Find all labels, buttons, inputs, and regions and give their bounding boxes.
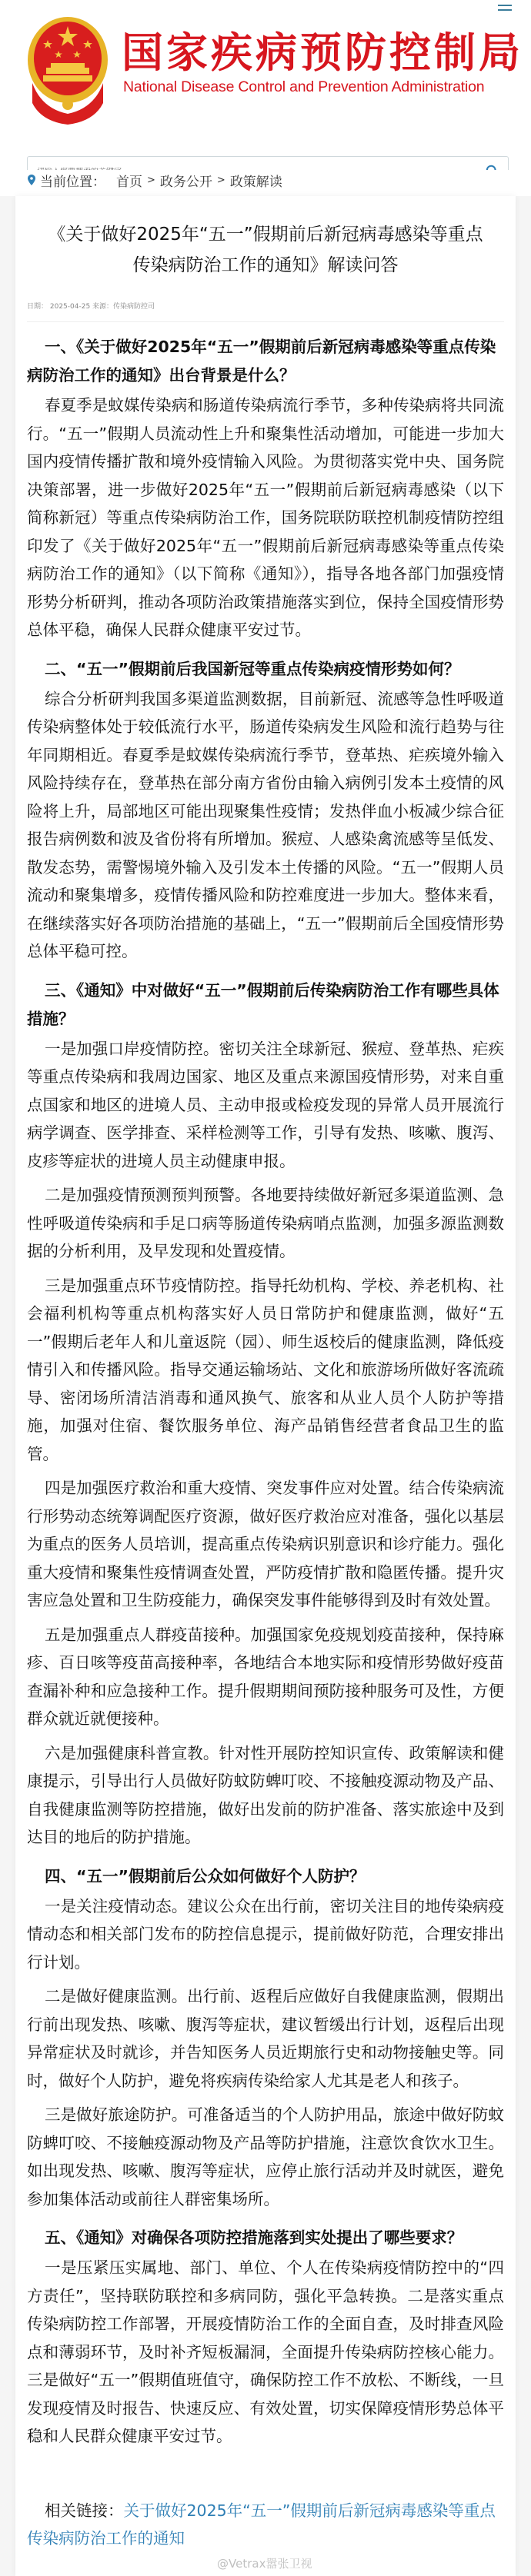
paragraph: 一是加强口岸疫情防控。密切关注全球新冠、猴痘、登革热、疟疾等重点传染病和我周边国家、地区及重点来源国疫情形势，对来自重点国家和地区的进境人员、主动申报或检疫发现的异常人员开展流行病学调查、医学排查、采样检测等工作，引导有发热、咳嗽、腹泻、皮疹等症状的进境人员主动健康申报。 bbox=[27, 1039, 504, 1170]
paragraph: 春夏季是蚊媒传染病和肠道传染病流行季节，多种传染病将共同流行。“五一”假期人员流动性上升和聚集性活动增加，可能进一步加大国内疫情传播扩散和境外疫情输入风险。为贯彻落实党中央、国务院决策部署，进一步做好2025年“五一”假期前后新冠病毒感染（以下简称新冠）等重点传染病防治工作，国务院联防联控机制疫情防控组印发了《关于做好2025年“五一”假期前后新冠病毒感染等重点传染病防治工作的通知》（以下简称《通知》），指导各地各部门加强疫情形势分析研判，推动各项防治政策措施落实到位，保持全国疫情形势总体平稳，确保人民群众健康平安过节。 bbox=[27, 396, 504, 639]
section-3 bbox=[27, 977, 504, 1852]
section-4 bbox=[27, 1862, 504, 2214]
site-title: 国家疾病预防控制局 bbox=[122, 28, 523, 77]
breadcrumb-home[interactable]: 首页 bbox=[116, 174, 142, 190]
site-header bbox=[0, 0, 531, 137]
page-header bbox=[0, 0, 531, 196]
related-links-label: 相关链接： bbox=[45, 2501, 124, 2520]
breadcrumb-separator: > bbox=[216, 174, 225, 186]
breadcrumb-bar bbox=[0, 170, 531, 196]
watermark: @Vetrax嚣张卫视 bbox=[217, 2556, 312, 2571]
section-5 bbox=[27, 2224, 504, 2451]
section-heading: 五、《通知》对确保各项防控措施落到实处提出了哪些要求？ bbox=[45, 2228, 463, 2247]
paragraph: 六是加强健康科普宣教。针对性开展防控知识宣传、政策解读和健康提示，引导出行人员做好防蚊防蜱叮咬、不接触疫源动物及产品、自我健康监测等防控措施，做好出发前的防护准备、落实旅途中及到达目的地后的防护措施。 bbox=[27, 1743, 504, 1846]
site-subtitle: National Disease Control and Prevention Administration bbox=[123, 78, 485, 95]
breadcrumb-label: 当前位置： bbox=[40, 174, 105, 190]
paragraph: 二是加强疫情预测预判预警。各地要持续做好新冠多渠道监测、急性呼吸道传染病和手足口病等肠道传染病哨点监测，加强多源监测数据的分析利用，及早发现和处置疫情。 bbox=[27, 1186, 504, 1260]
national-emblem-icon bbox=[26, 12, 109, 128]
breadcrumb-separator: > bbox=[147, 174, 155, 186]
section-heading: 二、“五一”假期前后我国新冠等重点传染病疫情形势如何？ bbox=[45, 659, 460, 678]
section-heading: 四、“五一”假期前后公众如何做好个人防护？ bbox=[45, 1866, 366, 1885]
paragraph: 三是加强重点环节疫情防控。指导托幼机构、学校、养老机构、社会福利机构等重点机构落实好人员日常防护和健康监测，做好“五一”假期后老年人和儿童返院（园）、师生返校后的健康监测，降低疫情引入和传播风险。指导交通运输场站、文化和旅游场所做好客流疏导、密闭场所清洁消毒和通风换气、旅客和从业人员个人防护等措施，加强对住宿、餐饮服务单位、海产品销售经营者食品卫生的监管。 bbox=[27, 1276, 504, 1463]
related-links bbox=[27, 2497, 504, 2553]
related-notice-link[interactable]: 关于做好2025年“五一”假期前后新冠病毒感染等重点传染病防治工作的通知 bbox=[27, 2501, 496, 2548]
section-heading: 一、《关于做好2025年“五一”假期前后新冠病毒感染等重点传染病防治工作的通知》出台背景是什么？ bbox=[27, 338, 496, 384]
paragraph: 综合分析研判我国多渠道监测数据，目前新冠、流感等急性呼吸道传染病整体处于较低流行水平，肠道传染病发生风险和流行趋势与往年同期相近。春夏季是蚊媒传染病流行季节，登革热、疟疾境外输入风险持续存在，登革热在部分南方省份由输入病例引发本土疫情的风险将上升，局部地区可能出现聚集性疫情；发热伴血小板减少综合征报告病例数和波及省份将有所增加。猴痘、人感染禽流感等呈低发、散发态势，需警惕境外输入及引发本土传播的风险。“五一”假期人员流动和聚集增多，疫情传播风险和防控难度进一步加大。整体来看，在继续落实好各项防治措施的基础上，“五一”假期前后全国疫情形势总体平稳可控。 bbox=[27, 689, 504, 960]
paragraph: 二是做好健康监测。出行前、返程后应做好自我健康监测，假期出行前出现发热、咳嗽、腹泻等症状，建议暂缓出行计划，返程后出现异常症状及时就诊，并告知医务人员近期旅行史和动物接触史等。同时，做好个人防护，避免将疾病传染给家人尤其是老人和孩子。 bbox=[27, 1987, 504, 2090]
paragraph: 三是做好旅途防护。可准备适当的个人防护用品，旅途中做好防蚊防蜱叮咬、不接触疫源动物及产品等防护措施，注意饮食饮水卫生。如出现发热、咳嗽、腹泻等症状，应停止旅行活动并及时就医，避免参加集体活动或前往人群密集场所。 bbox=[27, 2105, 504, 2208]
location-pin-icon bbox=[28, 175, 35, 185]
section-heading: 三、《通知》中对做好“五一”假期前后传染病防治工作有哪些具体措施？ bbox=[27, 980, 499, 1028]
section-2 bbox=[27, 655, 504, 966]
breadcrumb-gov-affairs[interactable]: 政务公开 bbox=[159, 174, 212, 190]
breadcrumb-policy-interpretation[interactable]: 政策解读 bbox=[229, 174, 282, 190]
article-meta: 日期： 2025-04-25 来源：传染病防控司 bbox=[27, 301, 504, 322]
article-card bbox=[15, 196, 516, 2576]
paragraph: 四是加强医疗救治和重大疫情、突发事件应对处置。结合传染病流行形势动态统筹调配医疗资源，做好医疗救治应对准备，强化以基层为重点的医务人员培训，提高重点传染病识别意识和诊疗能力。强化重大疫情和聚集性疫情调查处置，严防疫情扩散和隐匿传播。提升灾害应急处置和卫生防疫能力，确保突发事件能够得到及时有效处置。 bbox=[27, 1479, 504, 1609]
article-title: 《关于做好2025年“五一”假期前后新冠病毒感染等重点传染病防治工作的通知》解读问答 bbox=[48, 225, 483, 275]
paragraph: 一是压紧压实属地、部门、单位、个人在传染病疫情防控中的“四方责任”，坚持联防联控和多病同防，强化平急转换。二是落实重点传染病防控工作部署，开展疫情防治工作的全面自查，及时排查风险点和薄弱环节，及时补齐短板漏洞，全面提升传染病防控核心能力。三是做好“五一”假期值班值守，确保防控工作不放松、不断线，一旦发现疫情及时报告、快速反应、有效处置，切实保障疫情形势总体平稳和人民群众健康平安过节。 bbox=[27, 2258, 504, 2445]
paragraph: 五是加强重点人群疫苗接种。加强国家免疫规划疫苗接种，保持麻疹、百日咳等疫苗高接种率，各地结合本地实际和疫情形势做好疫苗查漏补种和应急接种工作。提升假期期间预防接种服务可及性，方便群众就近就便接种。 bbox=[27, 1625, 504, 1728]
section-1 bbox=[27, 333, 504, 644]
paragraph: 一是关注疫情动态。建议公众在出行前，密切关注目的地传染病疫情动态和相关部门发布的防控信息提示，提前做好防范，合理安排出行计划。 bbox=[27, 1896, 504, 1972]
hamburger-menu-icon[interactable] bbox=[498, 5, 512, 12]
